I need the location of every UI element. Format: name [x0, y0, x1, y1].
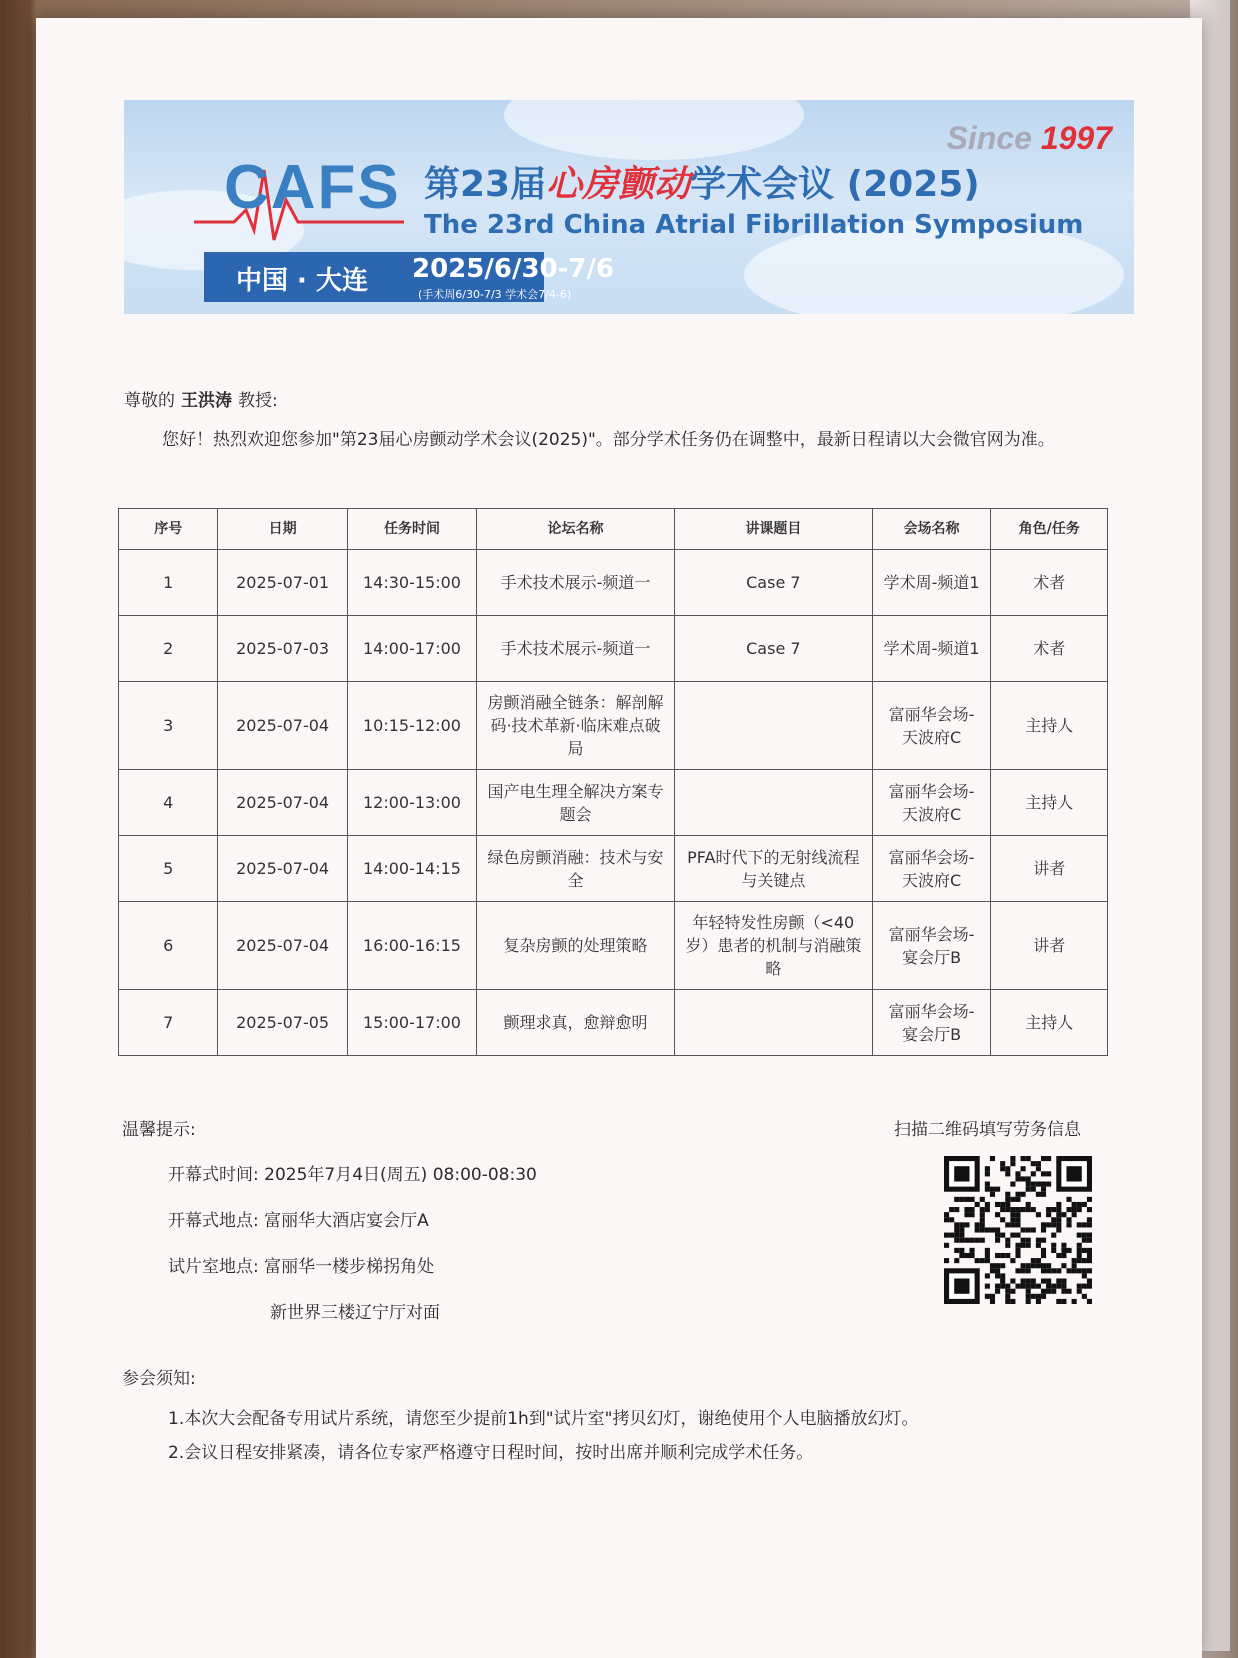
- cell-no: 2: [119, 616, 218, 682]
- cell-forum: 绿色房颤消融：技术与安全: [477, 836, 675, 902]
- cell-topic: PFA时代下的无射线流程与关键点: [674, 836, 872, 902]
- recipient-name: 王洪涛: [181, 391, 232, 411]
- cell-venue: 富丽华会场-宴会厅B: [872, 990, 991, 1056]
- tips-heading: 温馨提示:: [122, 1120, 196, 1140]
- location-label: 中国 · 大连: [236, 266, 368, 296]
- title-english: The 23rd China Atrial Fibrillation Symposium: [424, 210, 1084, 240]
- cell-forum: 颤理求真，愈辩愈明: [477, 990, 675, 1056]
- header-topic: 讲课题目: [674, 509, 872, 550]
- intro-paragraph: 您好！热烈欢迎您参加"第23届心房颤动学术会议(2025)"。部分学术任务仍在调整中，最新日程请以大会微官网为准。: [162, 430, 1055, 450]
- preview-room-2: 新世界三楼辽宁厅对面: [270, 1303, 440, 1323]
- cell-date: 2025-07-01: [218, 550, 347, 616]
- cell-no: 3: [119, 682, 218, 770]
- cell-date: 2025-07-04: [218, 770, 347, 836]
- opening-time: 开幕式时间: 2025年7月4日(周五) 08:00-08:30: [168, 1165, 537, 1185]
- cell-no: 4: [119, 770, 218, 836]
- cell-venue: 富丽华会场-天波府C: [872, 682, 991, 770]
- cell-topic: [674, 682, 872, 770]
- header-forum: 论坛名称: [477, 509, 675, 550]
- table-row: [119, 550, 1108, 616]
- note-item: 1.本次大会配备专用试片系统，请您至少提前1h到"试片室"拷贝幻灯，谢绝使用个人电脑播放幻灯。: [168, 1409, 919, 1429]
- cell-no: 6: [119, 902, 218, 990]
- cell-role: 讲者: [991, 902, 1108, 990]
- note-item: 2.会议日程安排紧凑，请各位专家严格遵守日程时间，按时出席并顺利完成学术任务。: [168, 1443, 814, 1463]
- table-row: [119, 836, 1108, 902]
- cell-date: 2025-07-03: [218, 616, 347, 682]
- notes-heading: 参会须知:: [122, 1369, 196, 1389]
- cell-date: 2025-07-04: [218, 682, 347, 770]
- cell-topic: 年轻特发性房颤（<40岁）患者的机制与消融策略: [674, 902, 872, 990]
- cell-no: 7: [119, 990, 218, 1056]
- header-time: 任务时间: [347, 509, 476, 550]
- opening-place: 开幕式地点: 富丽华大酒店宴会厅A: [168, 1211, 429, 1231]
- cell-venue: 富丽华会场-天波府C: [872, 770, 991, 836]
- table-row: [119, 682, 1108, 770]
- header-venue: 会场名称: [872, 509, 991, 550]
- cell-topic: [674, 990, 872, 1056]
- cell-role: 讲者: [991, 836, 1108, 902]
- cafs-logo: CAFS: [224, 153, 401, 222]
- cell-topic: Case 7: [674, 550, 872, 616]
- title-chinese: 第23届心房颤动学术会议 (2025): [424, 164, 980, 205]
- cell-time: 10:15-12:00: [347, 682, 476, 770]
- header-role: 角色/任务: [991, 509, 1108, 550]
- cell-topic: Case 7: [674, 616, 872, 682]
- cell-time: 15:00-17:00: [347, 990, 476, 1056]
- cell-venue: 学术周-频道1: [872, 616, 991, 682]
- conference-banner: [124, 100, 1134, 314]
- cell-topic: [674, 770, 872, 836]
- cell-time: 14:00-14:15: [347, 836, 476, 902]
- salutation: 尊敬的 王洪涛 教授:: [124, 391, 278, 411]
- cell-forum: 房颤消融全链条：解剖解码·技术革新·临床难点破局: [477, 682, 675, 770]
- cell-time: 14:30-15:00: [347, 550, 476, 616]
- table-row: [119, 990, 1108, 1056]
- table-header-row: [119, 509, 1108, 550]
- cell-role: 术者: [991, 550, 1108, 616]
- table-row: [119, 616, 1108, 682]
- cell-role: 术者: [991, 616, 1108, 682]
- cell-venue: 学术周-频道1: [872, 550, 991, 616]
- cell-forum: 手术技术展示-频道一: [477, 616, 675, 682]
- cell-time: 14:00-17:00: [347, 616, 476, 682]
- cell-date: 2025-07-04: [218, 902, 347, 990]
- cell-time: 12:00-13:00: [347, 770, 476, 836]
- header-date: 日期: [218, 509, 347, 550]
- cell-role: 主持人: [991, 990, 1108, 1056]
- header-no: 序号: [119, 509, 218, 550]
- table-row: [119, 770, 1108, 836]
- cell-forum: 国产电生理全解决方案专题会: [477, 770, 675, 836]
- dates-sub-label: (手术周6/30-7/3 学术会7/4-6): [418, 288, 572, 301]
- document-page: [36, 18, 1202, 1658]
- qr-label: 扫描二维码填写劳务信息: [894, 1120, 1081, 1140]
- cell-forum: 复杂房颤的处理策略: [477, 902, 675, 990]
- cell-venue: 富丽华会场-宴会厅B: [872, 902, 991, 990]
- cell-time: 16:00-16:15: [347, 902, 476, 990]
- cell-date: 2025-07-05: [218, 990, 347, 1056]
- dates-label: 2025/6/30-7/6: [412, 254, 615, 284]
- cell-no: 1: [119, 550, 218, 616]
- cell-venue: 富丽华会场-天波府C: [872, 836, 991, 902]
- cell-date: 2025-07-04: [218, 836, 347, 902]
- cell-role: 主持人: [991, 770, 1108, 836]
- cell-role: 主持人: [991, 682, 1108, 770]
- preview-room: 试片室地点: 富丽华一楼步梯拐角处: [168, 1257, 435, 1277]
- since-label: Since 1997: [946, 120, 1112, 156]
- cell-forum: 手术技术展示-频道一: [477, 550, 675, 616]
- cell-no: 5: [119, 836, 218, 902]
- schedule-table: [118, 508, 1108, 1056]
- table-row: [119, 902, 1108, 990]
- qr-code-icon[interactable]: [944, 1156, 1092, 1304]
